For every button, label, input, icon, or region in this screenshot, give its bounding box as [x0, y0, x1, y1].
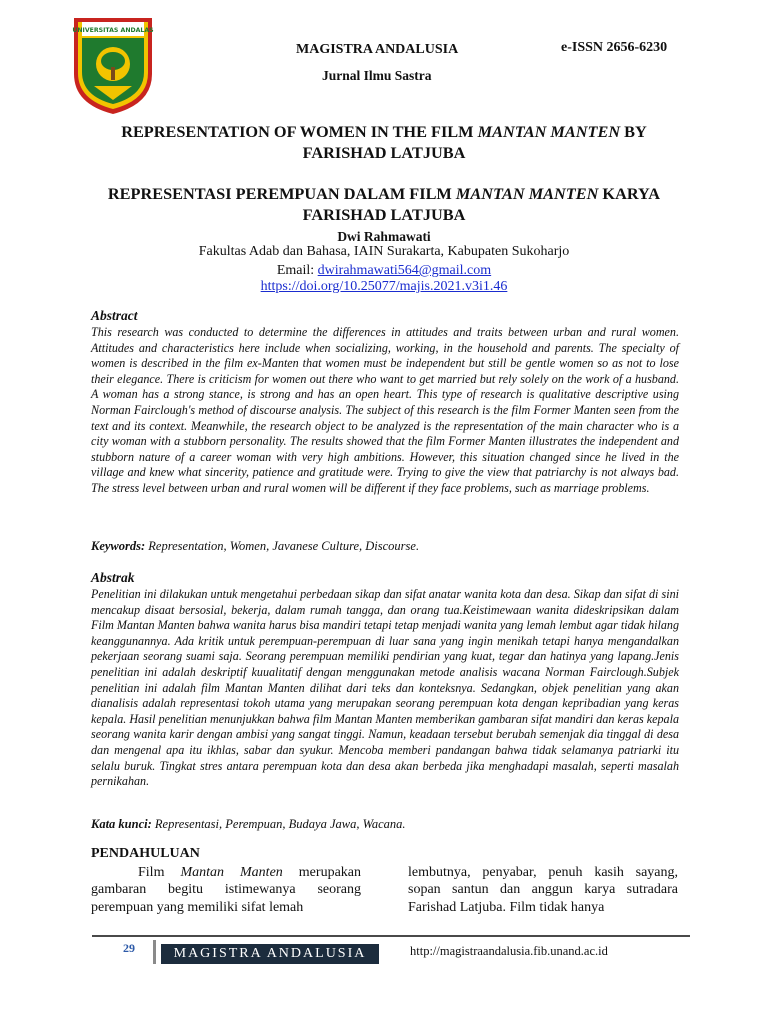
keywords — [91, 539, 419, 554]
kata-kunci-list: Representasi, Perempuan, Budaya Jawa, Wacana. — [151, 817, 406, 831]
footer-rule — [92, 935, 690, 937]
author-affiliation: Fakultas Adab dan Bahasa, IAIN Surakarta, Kabupaten Sukoharjo — [198, 244, 570, 259]
journal-issn: e-ISSN 2656-6230 — [561, 40, 668, 55]
abstrak-heading: Abstrak — [91, 570, 135, 585]
intro-left-post: merupakan gambaran begitu istimewanya seorang perempuan yang memiliki sifat lemah — [91, 865, 361, 915]
title-en-prefix: REPRESENTATION OF WOMEN IN THE FILM — [121, 122, 478, 141]
author-name: Dwi Rahmawati — [337, 229, 431, 244]
intro-left-film: Mantan Manten — [180, 865, 283, 880]
footer-url[interactable]: http://magistraandalusia.fib.unand.ac.id — [410, 944, 608, 958]
logo-caption: UNIVERSITAS ANDALAS — [72, 27, 154, 34]
abstract-text: This research was conducted to determine the differences in attitudes and traits between urban and rural women. Attitudes and characteristics here include when socializing, working, in the household and parents. The specialty of women is described in the film ex-Manten that women must be independent but still be gentle women so as not to lose their elegance. There is criticism for women out there who want to get married but rely solely on the work of a husband. A woman has a strong stance, is strong and has an open heart. This type of research is qualitative descriptive using Norman Fairclough's method of discourse analysis. The subject of this research is the film Former Manten seen from the text and its context. Meanwhile, the research object to be analyzed is the representation of the main character who is a city woman with a stubborn personality. The results showed that the film Former Manten illustrates the independent and stubborn nature of a career woman with very high ambitions. However, this situation changed since he lived in the village and knew what sincerity, patience and gratitude were. Trying to give the view that patriarchy is not always bad. The stress level between urban and rural women will be different if they face problems, such as marriage problems. — [91, 325, 679, 495]
section-heading-pendahuluan: PENDAHULUAN — [91, 846, 200, 861]
title-indonesian — [90, 183, 678, 225]
journal-name: MAGISTRA ANDALUSIA — [296, 42, 459, 57]
intro-left-pre: Film — [138, 865, 181, 880]
page-number: 29 — [123, 941, 135, 955]
keywords-label: Keywords: — [91, 539, 146, 553]
footer-banner: MAGISTRA ANDALUSIA — [161, 944, 379, 964]
abstract-heading: Abstract — [91, 308, 138, 323]
doi-link[interactable]: https://doi.org/10.25077/majis.2021.v3i1.46 — [260, 279, 508, 294]
journal-subtitle: Jurnal Ilmu Sastra — [322, 68, 432, 83]
author-email-line — [90, 262, 678, 279]
keywords-list: Representation, Women, Javanese Culture, Discourse. — [145, 539, 420, 553]
title-id-prefix: REPRESENTASI PEREMPUAN DALAM FILM — [107, 184, 456, 203]
footer-divider — [153, 940, 156, 964]
title-en-film: MANTAN MANTEN — [477, 122, 621, 141]
title-id-film: MANTAN MANTEN — [455, 184, 599, 203]
doi-line — [90, 278, 678, 295]
abstrak-text: Penelitian ini dilakukan untuk mengetahui perbedaan sikap dan sifat anatar wanita kota dan desa. Sikap dan sifat di sini mencakup disaat bersosial, bekerja, dalam rumah tangga, dan orang tua.Keistimewaan wanita dideskripsikan dalam Film Mantan Manten bahwa wanita harus bisa mandiri tetapi tetap menjadi wanita yang lemah lembut agar tidak hilang keanggunannya. Ada kritik untuk perempuan-perempuan di luar sana yang ingin menikah tetapi hanya mengandalkan pekerjaan seorang suami saja. Seorang perempuan memiliki pendirian yang kuat, tegar dan hatinya yang lapang.Jenis penelitian ini adalah deskriptif kuualitatif dengan menggunakan metode analisis wacana Norman Fairclough.Subjek penelitian ini adalah film Mantan Manten dilihat dari teks dan konteksnya. Sedangkan, objek penelitian yang akan dianalisis adalah representasi tokoh utama yang merupakan seorang perempuan kota dengan kepribadian yang keras kepala. Hasil penelitian menunjukkan bahwa film Mantan Manten memberikan gambaran sifat mandiri dan keras kepala seorang wanita karir dengan ambisi yang sangat tinggi. Namun, keadaan tersebut berubah semenjak dia tinggal di desa dan mengenal apa itu ikhlas, sabar dan syukur. Mencoba memberi pandangan bahwa tidak selamanya patriarki itu selalu buruk. Tingkat stres antara perempuan kota dan desa akan berbeda jika menghadapi masalah, seperti masalah pernikahan. — [91, 587, 679, 789]
email-label: Email: — [276, 263, 318, 278]
intro-right-column: lembutnya, penyabar, penuh kasih sayang, sopan santun dan anggun karya sutradara Farishad Latjuba. Film tidak hanya — [408, 865, 678, 915]
email-link[interactable]: dwirahmawati564@gmail.com — [317, 263, 492, 278]
kata-kunci-label: Kata kunci: — [91, 817, 152, 831]
intro-left-column — [91, 864, 361, 916]
title-english — [90, 121, 678, 163]
kata-kunci — [91, 817, 406, 832]
title-en-suffix: BY FARISHAD LATJUBA — [302, 122, 647, 162]
title-id-suffix: KARYA FARISHAD LATJUBA — [302, 184, 661, 224]
university-logo — [70, 12, 156, 116]
